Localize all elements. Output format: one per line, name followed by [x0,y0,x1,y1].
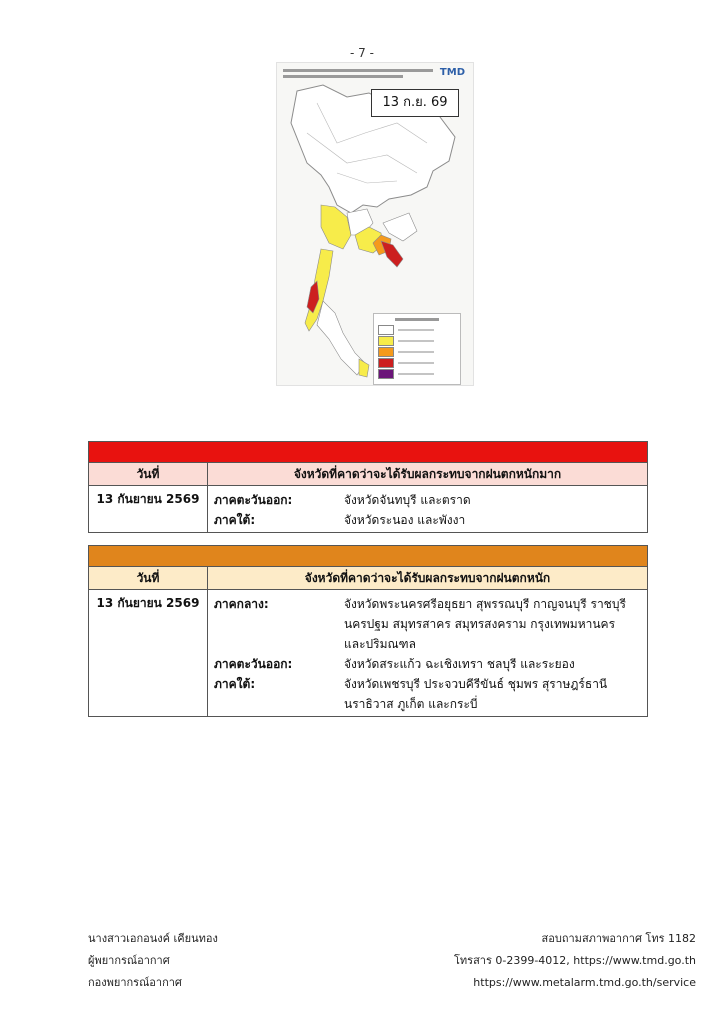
table-row [89,486,647,532]
col-date-header: วันที่ [89,463,208,485]
region-label: ภาคใต้: [214,513,256,527]
tmd-logo-text: TMD [439,67,465,78]
region-label: ภาคตะวันออก: [214,493,293,507]
map-east-white [383,213,417,241]
contact-fax-link[interactable]: โทรสาร 0-2399-4012, https://www.tmd.go.th [454,954,696,967]
col-date-header: วันที่ [89,567,208,589]
province-list: นราธิวาส ภูเก็ต และกระบี่ [344,697,478,711]
legend-swatch-yellow [378,336,394,346]
col-provinces-header: จังหวัดที่คาดว่าจะได้รับผลกระทบจากฝนตกหนัก [304,571,551,585]
forecaster-title: ผู้พยากรณ์อากาศ [88,954,170,967]
province-list: นครปฐม สมุทรสาคร สมุทรสงคราม กรุงเทพมหานคร [344,617,616,631]
map-central-yellow [321,205,351,249]
map-east-red [381,241,403,267]
province-list: และปริมณฑล [344,637,416,651]
page-number: - 7 - [350,46,374,60]
region-label: ภาคกลาง: [214,597,269,611]
map-south-tip-yellow [359,359,369,377]
heavy-rain-table [88,545,648,717]
footer-left [88,928,218,994]
province-list: จังหวัดจันทบุรี และตราด [344,493,471,507]
heavy-rain-color-bar [89,546,647,567]
map-south-white [317,301,365,375]
col-provinces-header: จังหวัดที่คาดว่าจะได้รับผลกระทบจากฝนตกหนักมาก [293,467,562,481]
very-heavy-rain-table [88,441,648,533]
legend-swatch-red [378,358,394,368]
region-label: ภาคตะวันออก: [214,657,293,671]
table-header [89,567,647,590]
province-list: จังหวัดสระแก้ว ฉะเชิงเทรา ชลบุรี และระยอง [344,657,575,671]
contact-phone: สอบถามสภาพอากาศ โทร 1182 [541,932,696,945]
forecast-date: 13 กันยายน 2569 [89,590,208,716]
province-list: จังหวัดเพชรบุรี ประจวบคีรีขันธ์ ชุมพร สุราษฎร์ธานี [344,677,608,691]
legend-swatch-orange [378,347,394,357]
very-heavy-rain-color-bar [89,442,647,463]
province-list: จังหวัดระนอง และพังงา [344,513,466,527]
map-date-box: 13 ก.ย. 69 [371,89,459,117]
legend-swatch-white [378,325,394,335]
legend-swatch-purple [378,369,394,379]
metalarm-link[interactable]: https://www.metalarm.tmd.go.th/service [473,976,696,989]
division-name: กองพยากรณ์อากาศ [88,976,182,989]
province-list: จังหวัดพระนครศรีอยุธยา สุพรรณบุรี กาญจนบุรี ราชบุรี [344,597,626,611]
region-label: ภาคใต้: [214,677,256,691]
table-row [89,590,647,716]
rainfall-forecast-map [276,62,474,386]
map-legend [373,313,461,385]
forecaster-name: นางสาวเอกอนงค์ เคียนทอง [88,932,218,945]
forecast-date: 13 กันยายน 2569 [89,486,208,532]
footer-right [454,928,696,994]
table-header [89,463,647,486]
